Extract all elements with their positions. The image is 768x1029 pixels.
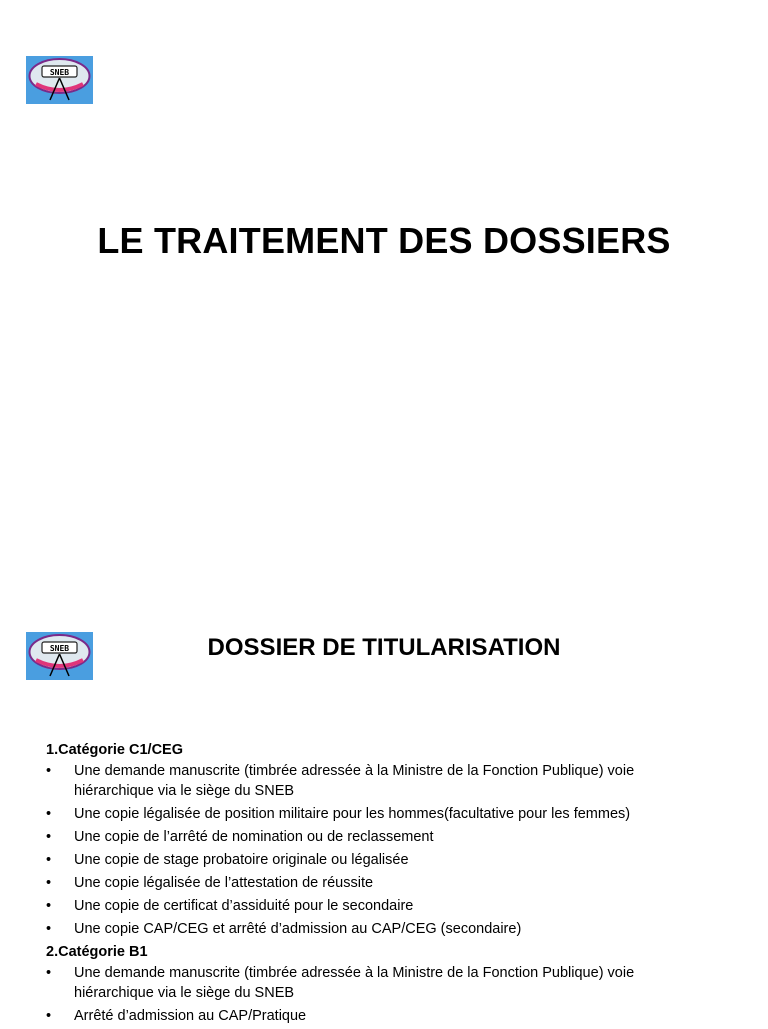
- section-title: DOSSIER DE TITULARISATION: [207, 634, 561, 661]
- logo-text: SNEB: [49, 68, 70, 77]
- bullet-icon: •: [46, 921, 52, 937]
- list-item: • Une demande manuscrite (timbrée adressée à la Ministre de la Fonction Publique) voie hiérarchique via le siège du SNEB: [46, 763, 635, 799]
- bullet-icon: •: [46, 1008, 52, 1024]
- bullet-icon: •: [46, 806, 52, 822]
- sneb-logo-icon: [26, 56, 93, 104]
- bullet-icon: •: [46, 829, 52, 845]
- bullet-icon: •: [46, 898, 52, 914]
- bullet-icon: •: [46, 965, 52, 981]
- logo-text: SNEB: [49, 644, 70, 653]
- bullet-icon: •: [46, 763, 52, 779]
- slide-2: [0, 576, 768, 1024]
- category-heading: 1.Catégorie C1/CEG: [46, 742, 183, 758]
- list-item: • Une copie de stage probatoire originale ou légalisée: [46, 852, 409, 868]
- list-item: • Une copie légalisée de l’attestation de réussite: [46, 875, 374, 891]
- list-item: • Une copie CAP/CEG et arrêté d’admission au CAP/CEG (secondaire): [46, 921, 522, 937]
- bullet-icon: •: [46, 875, 52, 891]
- page-title: LE TRAITEMENT DES DOSSIERS: [97, 220, 671, 261]
- category-heading: 2.Catégorie B1: [46, 944, 148, 960]
- list-item: • Une copie de l’arrêté de nomination ou de reclassement: [46, 829, 434, 845]
- list-item: • Une copie de certificat d’assiduité pour le secondaire: [46, 898, 414, 914]
- list-item: • Une copie légalisée de position militaire pour les hommes(facultative pour les femmes): [46, 806, 631, 822]
- requirements-list: [46, 963, 686, 1026]
- bullet-icon: •: [46, 852, 52, 868]
- list-item: • Une demande manuscrite (timbrée adressée à la Ministre de la Fonction Publique) voie hiérarchique via le siège du SNEB: [46, 965, 635, 1001]
- requirements-list: [46, 761, 686, 939]
- list-item: • Arrêté d’admission au CAP/Pratique: [46, 1008, 307, 1024]
- document-content: [46, 739, 686, 1029]
